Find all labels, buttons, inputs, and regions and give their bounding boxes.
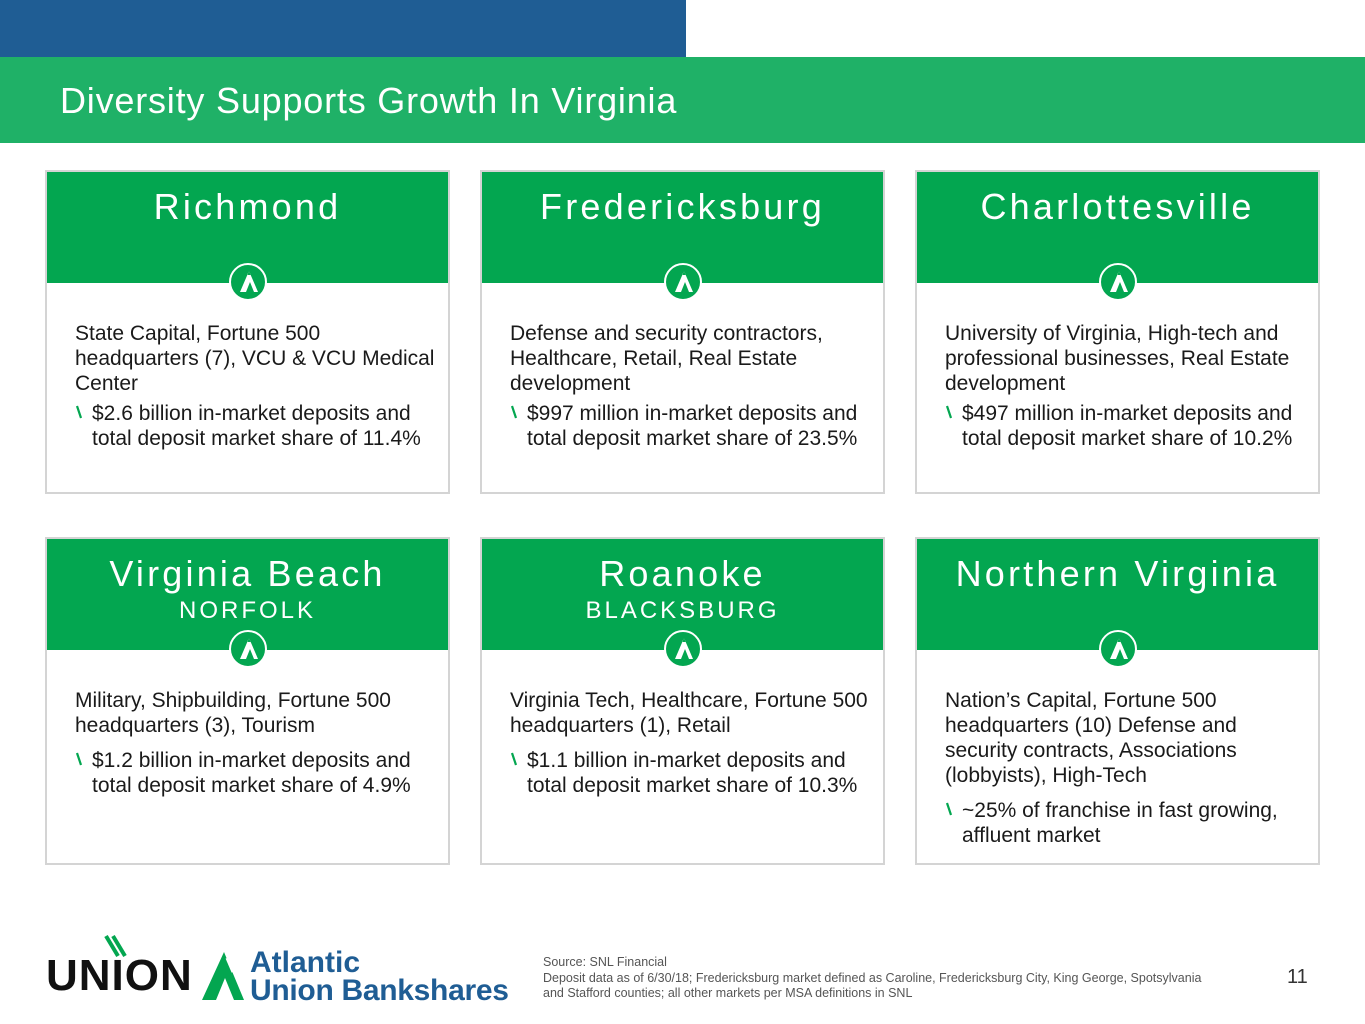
market-card-charlottesville <box>915 170 1320 494</box>
brand-name-line1: Atlantic <box>250 946 361 979</box>
card-header <box>917 172 1318 283</box>
card-description: Nation’s Capital, Fortune 500 headquarters (10) Defense and security contracts, Associations (lobbyists), High-Tech <box>945 689 1237 787</box>
card-body <box>917 283 1318 451</box>
source-line: and Stafford counties; all other markets per MSA definitions in SNL <box>543 986 913 1000</box>
market-card-northern-virginia <box>915 537 1320 865</box>
market-card-roanoke <box>480 537 885 865</box>
card-title: Virginia Beach <box>109 553 386 594</box>
page-title: Diversity Supports Growth In Virginia <box>60 80 678 121</box>
card-subtitle: BLACKSBURG <box>585 597 780 624</box>
page-number: 11 <box>1287 966 1308 988</box>
card-header <box>917 539 1318 650</box>
card-body <box>47 650 448 798</box>
card-title: Richmond <box>153 186 342 227</box>
card-title: Roanoke <box>599 553 766 594</box>
card-description: Defense and security contractors, Healthcare, Retail, Real Estate development <box>510 322 823 395</box>
bullet-slash-icon <box>510 405 518 419</box>
card-body <box>917 650 1318 848</box>
brand-a-icon <box>229 263 267 301</box>
card-title: Fredericksburg <box>540 186 825 227</box>
brand-a-icon <box>1099 630 1137 668</box>
card-subtitle: NORFOLK <box>178 597 316 624</box>
card-description: Military, Shipbuilding, Fortune 500 headquarters (3), Tourism <box>75 689 391 737</box>
bullet-slash-icon <box>75 752 83 766</box>
card-body <box>482 283 883 451</box>
card-body <box>482 650 883 798</box>
union-logo <box>46 934 193 1000</box>
card-bullet-text: $497 million in-market deposits and total deposit market share of 10.2% <box>962 402 1293 450</box>
brand-a-icon <box>664 263 702 301</box>
card-bullet <box>945 798 1308 848</box>
card-bullet-text: $2.6 billion in-market deposits and total deposit market share of 11.4% <box>92 402 421 450</box>
source-line: Source: SNL Financial <box>543 955 667 969</box>
card-bullet <box>945 401 1308 451</box>
card-title: Northern Virginia <box>955 553 1280 594</box>
top-accent-bar <box>0 0 686 57</box>
card-description: University of Virginia, High-tech and professional businesses, Real Estate development <box>945 322 1290 395</box>
card-bullet <box>510 748 873 798</box>
bullet-slash-icon <box>510 752 518 766</box>
card-bullet-text: $1.2 billion in-market deposits and total deposit market share of 4.9% <box>92 749 411 797</box>
bullet-slash-icon <box>945 802 953 816</box>
card-bullet-text: $1.1 billion in-market deposits and total deposit market share of 10.3% <box>527 749 858 797</box>
brand-a-icon <box>1099 263 1137 301</box>
card-title: Charlottesville <box>980 186 1255 227</box>
card-bullet <box>75 748 438 798</box>
market-card-fredericksburg <box>480 170 885 494</box>
brand-a-icon <box>664 630 702 668</box>
card-bullet <box>510 401 873 451</box>
card-bullet-text: ~25% of franchise in fast growing, affluent market <box>962 799 1278 847</box>
market-card-richmond <box>45 170 450 494</box>
card-bullet-text: $997 million in-market deposits and total deposit market share of 23.5% <box>527 402 858 450</box>
card-bullet <box>75 401 438 451</box>
union-logo-text: UNION <box>46 951 193 1000</box>
card-header <box>47 172 448 283</box>
card-header <box>482 172 883 283</box>
atlantic-union-a-icon <box>200 950 246 1002</box>
bullet-slash-icon <box>75 405 83 419</box>
card-description: State Capital, Fortune 500 headquarters (7), VCU & VCU Medical Center <box>75 322 435 395</box>
market-card-virginia-beach <box>45 537 450 865</box>
bullet-slash-icon <box>945 405 953 419</box>
card-header <box>47 539 448 650</box>
card-header <box>482 539 883 650</box>
brand-a-icon <box>229 630 267 668</box>
brand-name-line2: Union Bankshares <box>250 974 509 1007</box>
card-body <box>47 283 448 451</box>
source-note <box>543 955 1283 1002</box>
source-line: Deposit data as of 6/30/18; Fredericksburg market defined as Caroline, Fredericksburg City, King George, Spotsylvania <box>543 970 1202 985</box>
card-description: Virginia Tech, Healthcare, Fortune 500 headquarters (1), Retail <box>510 689 868 737</box>
